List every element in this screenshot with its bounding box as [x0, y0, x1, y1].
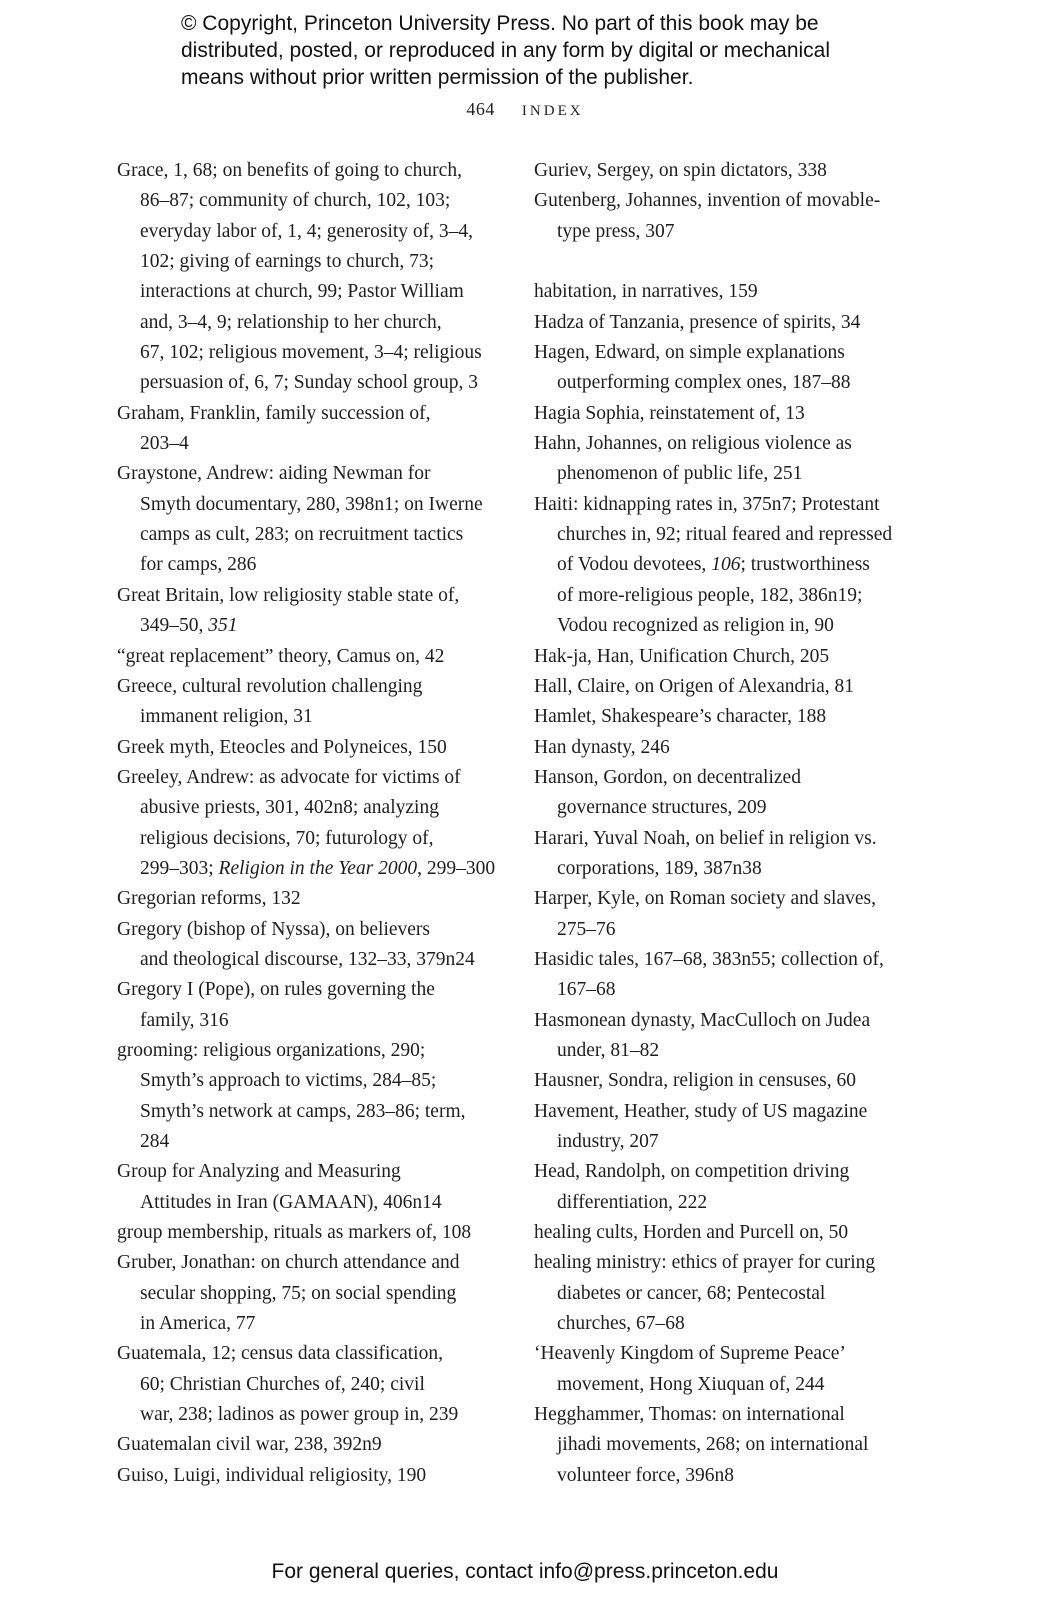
index-text: under, 81–82 [557, 1039, 660, 1061]
index-text: interactions at church, 99; Pastor William [140, 281, 464, 303]
index-text: 167–68 [557, 979, 616, 1001]
index-entry [534, 308, 929, 338]
index-text: 299–303; [140, 857, 219, 879]
index-column-left [117, 156, 512, 1491]
index-text: phenomenon of public life, 251 [557, 463, 803, 485]
index-text: Gutenberg, Johannes, invention of movable- [534, 190, 881, 212]
index-entry [117, 733, 512, 763]
index-entry-continuation [534, 1127, 929, 1157]
index-entry [117, 399, 512, 429]
index-text: group membership, rituals as markers of, 108 [117, 1222, 472, 1244]
page-title: INDEX [521, 103, 584, 119]
index-entry-continuation [117, 611, 512, 641]
index-text: 275–76 [557, 918, 616, 940]
index-text: Guriev, Sergey, on spin dictators, 338 [534, 160, 827, 181]
index-text: religious decisions, 70; futurology of, [140, 827, 434, 849]
index-entry-continuation [534, 520, 929, 550]
index-text: healing cults, Horden and Purcell on, 50 [534, 1222, 849, 1244]
index-italic-text: 106 [711, 554, 741, 576]
index-entry [534, 1006, 929, 1036]
index-text: 60; Christian Churches of, 240; civil [140, 1373, 425, 1395]
index-entry-continuation [534, 1279, 929, 1309]
index-entry-continuation [117, 1370, 512, 1400]
index-entry-continuation [534, 854, 929, 884]
index-text: immanent religion, 31 [140, 706, 313, 728]
index-entry-continuation [534, 1188, 929, 1218]
index-text: everyday labor of, 1, 4; generosity of, 3–4, [140, 220, 474, 242]
index-entry [534, 1400, 929, 1430]
index-text-after: ; trustworthiness [740, 554, 870, 576]
index-text: healing ministry: ethics of prayer for curing [534, 1252, 876, 1274]
index-entry-continuation [117, 945, 512, 975]
index-text: persuasion of, 6, 7; Sunday school group, 3 [140, 372, 478, 394]
index-text: type press, 307 [557, 220, 675, 242]
index-entry [534, 186, 929, 216]
index-entry [117, 1036, 512, 1066]
index-entry-continuation [117, 217, 512, 247]
index-entry-continuation [117, 1400, 512, 1430]
index-text: war, 238; ladinos as power group in, 239 [140, 1404, 459, 1426]
index-text: industry, 207 [557, 1131, 659, 1152]
index-entry-continuation [117, 702, 512, 732]
index-text: Smyth’s approach to victims, 284–85; [140, 1070, 437, 1092]
index-entry-continuation [534, 915, 929, 945]
index-entry [534, 702, 929, 732]
index-text: Greece, cultural revolution challenging [117, 675, 423, 697]
index-entry [534, 1339, 929, 1369]
index-entry [534, 733, 929, 763]
index-text: outperforming complex ones, 187–88 [557, 372, 851, 394]
index-text: 102; giving of earnings to church, 73; [140, 251, 435, 273]
index-entry [534, 672, 929, 702]
index-text: camps as cult, 283; on recruitment tactics [140, 524, 464, 546]
index-text: differentiation, 222 [557, 1191, 708, 1213]
index-text: Guatemala, 12; census data classification, [117, 1343, 443, 1365]
index-column-right [534, 156, 929, 1491]
index-text: Hamlet, Shakespeare’s character, 188 [534, 706, 827, 728]
index-entry-continuation [117, 1309, 512, 1339]
index-entry-continuation [534, 1036, 929, 1066]
index-entry-continuation [534, 459, 929, 489]
index-text: 203–4 [140, 433, 189, 455]
index-entry [117, 672, 512, 702]
copyright-line: © Copyright, Princeton University Press. No part of this book may be [181, 12, 819, 35]
index-entry [117, 459, 512, 489]
index-entry-continuation [117, 520, 512, 550]
index-text: Hahn, Johannes, on religious violence as [534, 433, 852, 455]
index-entry-continuation [117, 1006, 512, 1036]
index-text: Hegghammer, Thomas: on international [534, 1404, 845, 1426]
index-text: Harper, Kyle, on Roman society and slaves, [534, 888, 877, 910]
index-entry [534, 1157, 929, 1187]
index-text: Greeley, Andrew: as advocate for victims of [117, 766, 461, 788]
index-entry [117, 156, 512, 186]
index-text: Hagen, Edward, on simple explanations [534, 342, 845, 364]
index-entry-continuation [534, 1370, 929, 1400]
index-entry [534, 277, 929, 307]
index-italic-text: Religion in the Year 2000 [218, 857, 418, 879]
index-entry [534, 824, 929, 854]
index-entry-continuation [117, 793, 512, 823]
index-entry [534, 1066, 929, 1096]
index-italic-text: 351 [208, 615, 238, 637]
index-text: and, 3–4, 9; relationship to her church, [140, 311, 442, 333]
index-text: Hall, Claire, on Origen of Alexandria, 81 [534, 675, 855, 697]
index-entry-continuation [117, 550, 512, 580]
index-entry-continuation [117, 1279, 512, 1309]
index-entry [117, 581, 512, 611]
index-entry [117, 1461, 512, 1491]
index-entry [534, 1218, 929, 1248]
index-text: Graham, Franklin, family succession of, [117, 402, 431, 424]
running-head [0, 99, 1050, 120]
index-text: Group for Analyzing and Measuring [117, 1161, 401, 1183]
index-entry [534, 945, 929, 975]
index-text: secular shopping, 75; on social spending [140, 1282, 457, 1304]
index-entry-continuation [117, 1127, 512, 1157]
index-entry-continuation [117, 429, 512, 459]
index-entry-continuation [534, 793, 929, 823]
index-text: 67, 102; religious movement, 3–4; religious [140, 342, 482, 364]
index-text: family, 316 [140, 1009, 229, 1031]
index-text: 86–87; community of church, 102, 103; [140, 190, 451, 212]
index-text: Hasmonean dynasty, MacCulloch on Judea [534, 1009, 871, 1031]
index-text: churches, 67–68 [557, 1313, 685, 1335]
index-text: Hagia Sophia, reinstatement of, 13 [534, 402, 805, 424]
index-entry-continuation [117, 186, 512, 216]
index-text: abusive priests, 301, 402n8; analyzing [140, 797, 439, 819]
index-entry-continuation [534, 611, 929, 641]
index-entry-continuation [117, 338, 512, 368]
index-text: for camps, 286 [140, 554, 257, 576]
copyright-line: distributed, posted, or reproduced in any form by digital or mechanical [181, 39, 831, 62]
index-text: Head, Randolph, on competition driving [534, 1161, 850, 1183]
index-text: of Vodou devotees, [557, 554, 712, 576]
index-entry [534, 156, 929, 186]
index-text: Greek myth, Eteocles and Polyneices, 150 [117, 736, 447, 758]
index-entry-continuation [534, 581, 929, 611]
index-entry-continuation [117, 1097, 512, 1127]
index-text: Grace, 1, 68; on benefits of going to church, [117, 160, 462, 181]
index-entry-continuation [117, 1188, 512, 1218]
index-text: 349–50, [140, 615, 209, 637]
index-text: Gruber, Jonathan: on church attendance and [117, 1252, 460, 1274]
index-entry-continuation [534, 1309, 929, 1339]
index-entry-continuation [534, 1461, 929, 1491]
index-text: Hasidic tales, 167–68, 383n55; collection of, [534, 948, 884, 970]
index-entry [117, 1339, 512, 1369]
index-text: in America, 77 [140, 1313, 256, 1335]
index-entry-continuation [117, 368, 512, 398]
index-spacer [534, 247, 929, 277]
index-entry-continuation [117, 308, 512, 338]
index-entry-continuation [534, 368, 929, 398]
index-text: habitation, in narratives, 159 [534, 281, 758, 303]
index-text: Hausner, Sondra, religion in censuses, 60 [534, 1070, 856, 1092]
index-entry [534, 490, 929, 520]
index-text: Havement, Heather, study of US magazine [534, 1100, 868, 1122]
index-text: Hadza of Tanzania, presence of spirits, 34 [534, 311, 861, 333]
index-entry [117, 915, 512, 945]
index-entry [117, 1248, 512, 1278]
index-text: “great replacement” theory, Camus on, 42 [117, 645, 445, 667]
index-text: Gregory (bishop of Nyssa), on believers [117, 918, 431, 940]
index-entry [534, 1248, 929, 1278]
index-entry-continuation [534, 550, 929, 580]
index-text: 284 [140, 1131, 170, 1152]
index-entry-continuation [534, 975, 929, 1005]
index-entry [534, 763, 929, 793]
index-text: corporations, 189, 387n38 [557, 857, 762, 879]
index-text: Hak-ja, Han, Unification Church, 205 [534, 645, 830, 667]
index-entry [117, 1218, 512, 1248]
index-text: Han dynasty, 246 [534, 736, 670, 758]
index-entry-continuation [117, 277, 512, 307]
index-entry-continuation [117, 247, 512, 277]
index-text: diabetes or cancer, 68; Pentecostal [557, 1282, 826, 1304]
index-text: Gregory I (Pope), on rules governing the [117, 979, 435, 1001]
index-entry-continuation [117, 824, 512, 854]
index-entry [117, 763, 512, 793]
index-text: jihadi movements, 268; on international [557, 1434, 869, 1456]
index-text: Harari, Yuval Noah, on belief in religion vs. [534, 827, 877, 849]
index-text: Haiti: kidnapping rates in, 375n7; Protestant [534, 493, 880, 515]
index-text: Smyth’s network at camps, 283–86; term, [140, 1100, 466, 1122]
index-text: Hanson, Gordon, on decentralized [534, 766, 801, 788]
page-number: 464 [466, 99, 495, 119]
index-text: and theological discourse, 132–33, 379n24 [140, 948, 475, 970]
index-text: Guatemalan civil war, 238, 392n9 [117, 1434, 382, 1456]
index-text: of more-religious people, 182, 386n19; [557, 584, 863, 606]
index-entry [534, 1097, 929, 1127]
index-text: Smyth documentary, 280, 398n1; on Iwerne [140, 493, 483, 515]
index-entry [534, 338, 929, 368]
index-entry [117, 1430, 512, 1460]
index-text: Attitudes in Iran (GAMAAN), 406n14 [140, 1191, 442, 1213]
index-entry [534, 642, 929, 672]
index-entry-continuation [534, 217, 929, 247]
footer-contact: For general queries, contact info@press.princeton.edu [271, 1560, 779, 1583]
index-entry-continuation [117, 854, 512, 884]
index-entry-continuation [117, 490, 512, 520]
index-entry [534, 429, 929, 459]
index-text: Guiso, Luigi, individual religiosity, 190 [117, 1464, 427, 1486]
index-text-after: , 299–300 [417, 857, 496, 879]
index-entry-continuation [534, 1430, 929, 1460]
index-text: churches in, 92; ritual feared and repressed [557, 524, 893, 546]
index-text: ‘Heavenly Kingdom of Supreme Peace’ [534, 1343, 846, 1365]
index-entry [534, 399, 929, 429]
index-text: movement, Hong Xiuquan of, 244 [557, 1373, 825, 1395]
index-text: governance structures, 209 [557, 797, 767, 819]
index-text: Vodou recognized as religion in, 90 [557, 615, 834, 637]
copyright-notice [181, 10, 901, 91]
index-text: Great Britain, low religiosity stable state of, [117, 584, 460, 606]
index-entry [534, 884, 929, 914]
index-entry [117, 1157, 512, 1187]
index-entry-continuation [117, 1066, 512, 1096]
copyright-line: means without prior written permission of the publisher. [181, 66, 694, 89]
index-text: Graystone, Andrew: aiding Newman for [117, 463, 431, 485]
index-entry [117, 642, 512, 672]
index-entry [117, 884, 512, 914]
index-text: Gregorian reforms, 132 [117, 888, 301, 910]
index-text: volunteer force, 396n8 [557, 1464, 735, 1486]
index-text: grooming: religious organizations, 290; [117, 1039, 426, 1061]
index-entry [117, 975, 512, 1005]
